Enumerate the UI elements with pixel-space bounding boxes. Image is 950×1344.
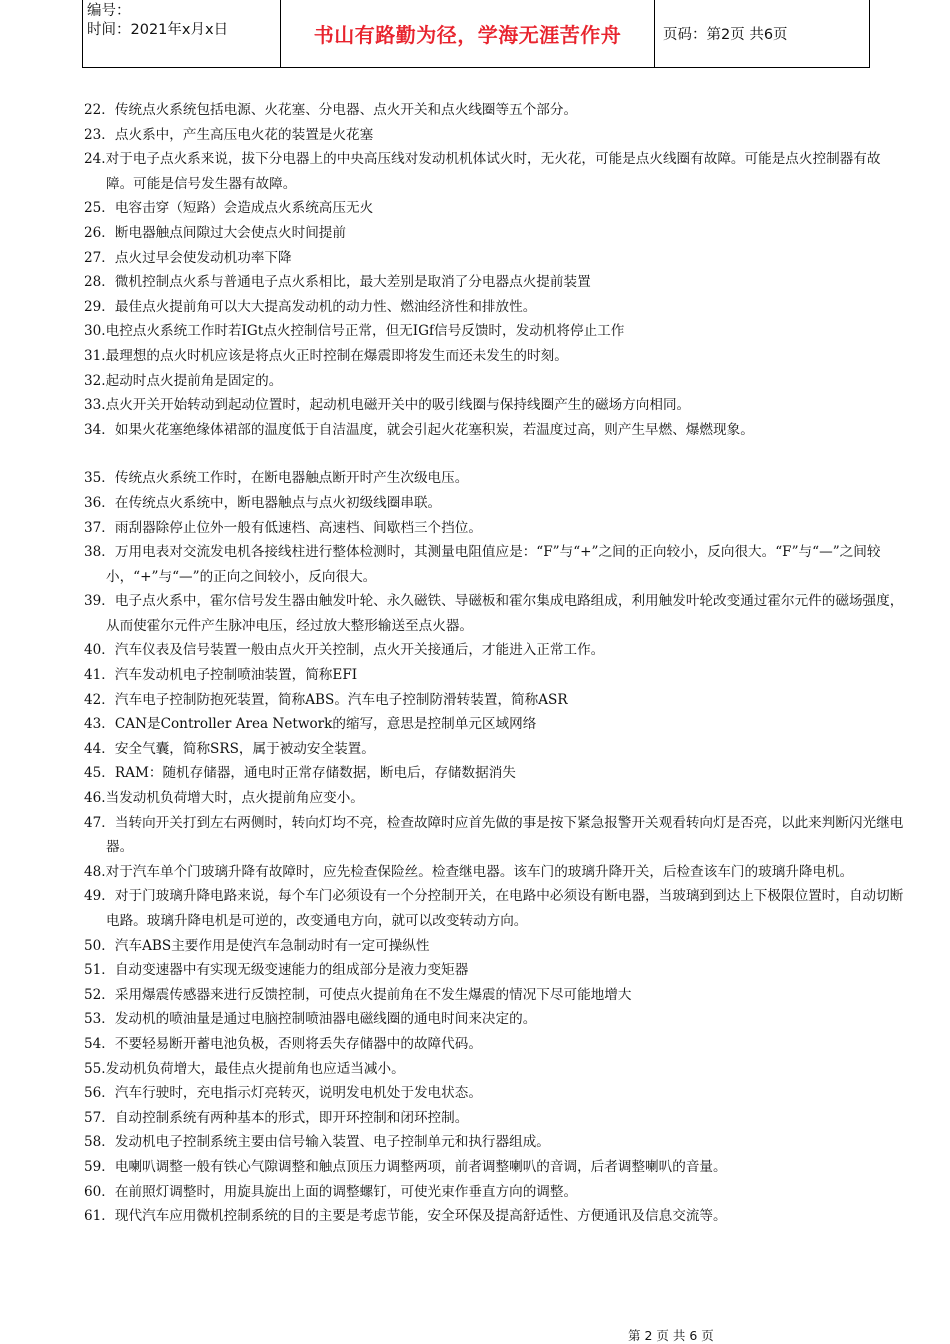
list-item: 41．汽车发动机电子控制喷油装置，简称EFI: [84, 667, 358, 684]
list-item: 27．点火过早会使发动机功率下降: [84, 249, 292, 266]
list-item: 25．电容击穿（短路）会造成点火系统高压无火: [84, 200, 374, 217]
list-item: 59．电喇叭调整一般有铁心气隙调整和触点顶压力调整两项，前者调整喇叭的音调，后者调整喇叭的音量。: [84, 1158, 727, 1175]
list-item: 45．RAM：随机存储器，通电时正常存储数据，断电后，存储数据消失: [84, 765, 516, 782]
header-motto: 书山有路勤为径，学海无涯苦作舟: [281, 0, 655, 67]
list-item: 52．采用爆震传感器来进行反馈控制，可使点火提前角在不发生爆震的情况下尽可能地增大: [84, 986, 632, 1003]
list-item: 44．安全气囊，简称SRS，属于被动安全装置。: [84, 740, 375, 757]
time-label: 时间：2021年x月x日: [87, 22, 229, 38]
list-item: 60．在前照灯调整时，用旋具旋出上面的调整螺钉，可使光束作垂直方向的调整。: [84, 1183, 578, 1200]
list-item: 36．在传统点火系统中，断电器触点与点火初级线圈串联。: [84, 494, 442, 511]
list-item: 23．点火系中，产生高压电火花的装置是火花塞: [84, 126, 374, 143]
list-item: 47．当转向开关打到左右两侧时，转向灯均不亮，检查故障时应首先做的事是按下紧急报警开关观看转向灯是否亮，以此来判断闪光继电器。: [84, 814, 904, 856]
list-item: 51．自动变速器中有实现无级变速能力的组成部分是液力变矩器: [84, 962, 469, 979]
items-section-2: [84, 466, 906, 1228]
list-item: 61．现代汽车应用微机控制系统的目的主要是考虑节能，安全环保及提高舒适性、方便通讯及信息交流等。: [84, 1208, 727, 1225]
items-section-1: [84, 98, 906, 442]
list-item: 32.起动时点火提前角是固定的。: [84, 372, 283, 389]
header-page-info: 页码：第2页 共6页: [663, 27, 788, 43]
number-label: 编号：: [87, 3, 131, 19]
list-item: 39．电子点火系中，霍尔信号发生器由触发叶轮、永久磁铁、导磁板和霍尔集成电路组成，利用触发叶轮改变通过霍尔元件的磁场强度，从而使霍尔元件产生脉冲电压，经过放大整形输送至点火器。: [84, 593, 904, 634]
list-item: 53．发动机的喷油量是通过电脑控制喷油器电磁线圈的通电时间来决定的。: [84, 1011, 537, 1028]
page-footer: 第 2 页 共 6 页: [628, 1328, 714, 1343]
list-item: 57．自动控制系统有两种基本的形式，即开环控制和闭环控制。: [84, 1109, 469, 1126]
list-item: 58．发动机电子控制系统主要由信号输入装置、电子控制单元和执行器组成。: [84, 1134, 550, 1151]
list-item: 42．汽车电子控制防抱死装置，简称ABS。汽车电子控制防滑转装置，简称ASR: [84, 691, 568, 708]
list-item: 31.最理想的点火时机应该是将点火正时控制在爆震即将发生而还未发生的时刻。: [84, 347, 568, 364]
page-header: [82, 0, 870, 68]
document-body: [84, 98, 906, 1229]
list-item: 38．万用电表对交流发电机各接线柱进行整体检测时，其测量电阻值应是：“F”与“+”之间的正向较小，反向很大。“F”与“—”之间较小，“+”与“—”的正向之间较小，反向很大。: [84, 544, 881, 585]
section-gap: [84, 442, 906, 466]
list-item: 54．不要轻易断开蓄电池负极，否则将丢失存储器中的故障代码。: [84, 1035, 482, 1052]
list-item: 43．CAN是Controller Area Network的缩写，意思是控制单元区域网络: [84, 716, 537, 733]
list-item: 49．对于门玻璃升降电路来说，每个车门必须设有一个分控制开关，在电路中必须设有断电器，当玻璃到到达上下极限位置时，自动切断电路。玻璃升降电机是可逆的，改变通电方向，就可以改变转动方向。: [84, 888, 904, 929]
list-item: 26．断电器触点间隙过大会使点火时间提前: [84, 224, 346, 241]
list-item: 22．传统点火系统包括电源、火花塞、分电器、点火开关和点火线圈等五个部分。: [84, 102, 578, 118]
list-item: 50．汽车ABS主要作用是使汽车急制动时有一定可操纵性: [84, 937, 430, 954]
list-item: 28．微机控制点火系与普通电子点火系相比，最大差别是取消了分电器点火提前装置: [84, 274, 591, 291]
list-item: 46.当发动机负荷增大时，点火提前角应变小。: [84, 790, 364, 807]
list-item: 48.对于汽车单个门玻璃升降有故障时，应先检查保险丝。检查继电器。该车门的玻璃升降开关，后检查该车门的玻璃升降电机。: [84, 863, 854, 880]
list-item: 34．如果火花塞绝缘体裙部的温度低于自洁温度，就会引起火花塞积炭，若温度过高，则产生早燃、爆燃现象。: [84, 421, 754, 438]
list-item: 37．雨刮器除停止位外一般有低速档、高速档、间歇档三个挡位。: [84, 519, 482, 536]
header-meta: [83, 0, 281, 67]
list-item: 35．传统点火系统工作时，在断电器触点断开时产生次级电压。: [84, 470, 469, 487]
list-item: 40．汽车仪表及信号装置一般由点火开关控制，点火开关接通后，才能进入正常工作。: [84, 642, 605, 659]
list-item: 55.发动机负荷增大，最佳点火提前角也应适当减小。: [84, 1060, 405, 1077]
list-item: 56．汽车行驶时，充电指示灯亮转灭，说明发电机处于发电状态。: [84, 1085, 482, 1102]
list-item: 24.对于电子点火系来说，拔下分电器上的中央高压线对发动机机体试火时，无火花，可能是点火线圈有故障。可能是点火控制器有故障。可能是信号发生器有故障。: [84, 151, 881, 192]
list-item: 30.电控点火系统工作时若IGt点火控制信号正常，但无IGf信号反馈时，发动机将停止工作: [84, 323, 625, 340]
list-item: 29．最佳点火提前角可以大大提高发动机的动力性、燃油经济性和排放性。: [84, 298, 537, 315]
list-item: 33.点火开关开始转动到起动位置时，起动机电磁开关中的吸引线圈与保持线圈产生的磁场方向相同。: [84, 397, 691, 414]
